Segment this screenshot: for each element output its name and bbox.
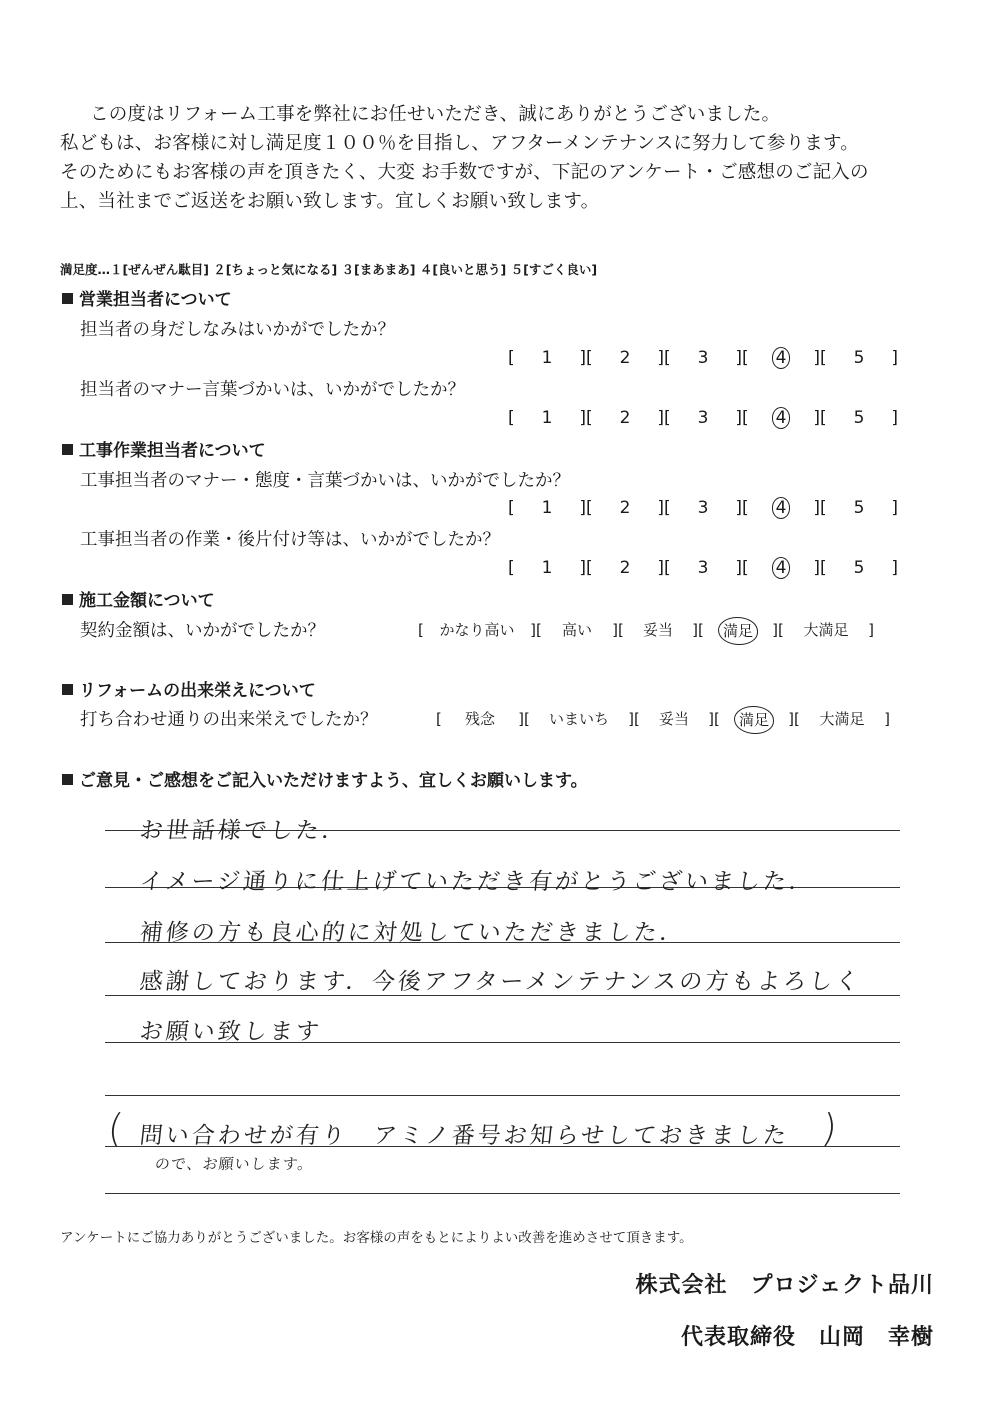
bracket-open: [ [742, 408, 749, 428]
bracket-close: ] [891, 348, 898, 368]
bracket-open: [ [794, 710, 800, 728]
scale-option[interactable] [820, 495, 898, 521]
scale-option[interactable] [436, 706, 524, 732]
bracket-open: [ [742, 558, 749, 578]
ruled-line [105, 1095, 900, 1096]
bracket-close: ] [868, 621, 874, 639]
scale-option-label: 4 [772, 497, 791, 519]
bracket-open: [ [742, 498, 749, 518]
bracket-close: ] [891, 408, 898, 428]
scale-option[interactable] [618, 617, 698, 643]
close-paren: ) [819, 1106, 843, 1150]
handwritten-comment: 感謝しております．今後アフターメンテナンスの方もよろしく [138, 969, 863, 995]
square-bullet-icon [62, 594, 73, 605]
bracket-open: [ [714, 710, 720, 728]
scale-option[interactable] [586, 405, 664, 431]
bracket-open: [ [586, 558, 593, 578]
bracket-open: [ [820, 348, 827, 368]
scale-option-label: 4 [772, 347, 791, 369]
scale-option-label: いまいち [548, 710, 609, 728]
scale-option[interactable] [664, 405, 742, 431]
bracket-open: [ [698, 621, 704, 639]
scale-option-label: 妥当 [642, 621, 673, 639]
bracket-open: [ [508, 348, 515, 368]
scale-option[interactable] [586, 555, 664, 581]
scale-option-label: 残念 [464, 710, 495, 728]
question-construction-cleanup: 工事担当者の作業・後片付け等は、いかがでしたか？ [80, 530, 500, 550]
rating-scale[interactable] [508, 345, 898, 371]
bracket-close: ] [692, 621, 698, 639]
scale-option-label: 3 [697, 408, 709, 428]
bracket-close: ] [612, 621, 618, 639]
question-sales-manners: 担当者のマナー言葉づかいは、いかがでしたか？ [80, 380, 465, 400]
bracket-open: [ [508, 558, 515, 578]
rating-scale[interactable] [508, 495, 898, 521]
bracket-open: [ [664, 348, 671, 368]
scale-option-label: 5 [853, 498, 865, 518]
question-construction-manners: 工事担当者のマナー・態度・言葉づかいは、いかがでしたか？ [80, 471, 570, 491]
scale-option[interactable] [508, 405, 586, 431]
word-scale[interactable] [418, 617, 874, 643]
scale-option-label: 高い [561, 621, 592, 639]
scale-option[interactable] [586, 495, 664, 521]
square-bullet-icon [62, 774, 73, 785]
scale-option[interactable] [508, 555, 586, 581]
scale-option-label: 4 [772, 557, 791, 579]
intro-line: 私どもは、お客様に対し満足度１００％を目指し、アフターメンテナンスに努力して参ります。 [60, 133, 859, 154]
rating-scale[interactable] [508, 405, 898, 431]
square-bullet-icon [62, 293, 73, 304]
bracket-close: ] [735, 408, 742, 428]
rating-scale[interactable] [508, 555, 898, 581]
company-name: 株式会社 プロジェクト品川 [635, 1273, 934, 1298]
scale-option[interactable] [664, 345, 742, 371]
scale-option[interactable] [778, 617, 874, 643]
scale-option-selected[interactable] [714, 706, 794, 732]
bracket-close: ] [884, 710, 890, 728]
bracket-open: [ [820, 558, 827, 578]
bracket-close: ] [628, 710, 634, 728]
scale-option-label: 1 [541, 348, 553, 368]
bracket-open: [ [618, 621, 624, 639]
scale-option-label: 2 [619, 558, 631, 578]
scale-option[interactable] [524, 706, 634, 732]
bracket-close: ] [579, 498, 586, 518]
scale-option-selected[interactable] [698, 617, 778, 643]
bracket-open: [ [664, 558, 671, 578]
scale-option-selected[interactable] [742, 345, 820, 371]
intro-paragraph [60, 100, 869, 216]
scale-option-label: 3 [697, 498, 709, 518]
scale-option-label: 3 [697, 348, 709, 368]
bracket-open: [ [586, 348, 593, 368]
scale-option-label: 5 [853, 348, 865, 368]
bracket-close: ] [772, 621, 778, 639]
scale-option[interactable] [418, 617, 536, 643]
scale-option-selected[interactable] [742, 555, 820, 581]
section-sales-title: 営業担当者について [62, 285, 232, 310]
scale-option-label: 5 [853, 558, 865, 578]
bracket-open: [ [418, 621, 424, 639]
scale-option-label: 1 [541, 498, 553, 518]
scale-option-label: 2 [619, 498, 631, 518]
bracket-open: [ [664, 498, 671, 518]
scale-option-label: 大満足 [803, 621, 849, 639]
company-representative: 代表取締役 山岡 幸樹 [680, 1325, 934, 1350]
handwritten-comment: お願い致します [138, 1019, 324, 1045]
bracket-close: ] [891, 558, 898, 578]
bracket-close: ] [657, 348, 664, 368]
scale-option[interactable] [820, 345, 898, 371]
bracket-open: [ [436, 710, 442, 728]
bracket-open: [ [778, 621, 784, 639]
bracket-close: ] [518, 710, 524, 728]
scale-option[interactable] [664, 555, 742, 581]
question-price: 契約金額は、いかがでしたか？ [80, 621, 325, 641]
question-sales-appearance: 担当者の身だしなみはいかがでしたか？ [80, 320, 395, 340]
scale-option-label: 2 [619, 348, 631, 368]
bracket-open: [ [742, 348, 749, 368]
bracket-open: [ [664, 408, 671, 428]
scale-option[interactable] [586, 345, 664, 371]
bracket-close: ] [735, 498, 742, 518]
section-construction-title: 工事作業担当者について [62, 436, 266, 461]
bracket-close: ] [788, 710, 794, 728]
section-comments-title: ご意見・ご感想をご記入いただけますよう、宜しくお願いします。 [62, 766, 588, 791]
scale-option-selected[interactable] [742, 405, 820, 431]
bracket-open: [ [508, 498, 515, 518]
bracket-close: ] [657, 408, 664, 428]
handwritten-comment: イメージ通りに仕上げていただき有がとうございました． [138, 869, 817, 895]
open-paren: ( [105, 1106, 129, 1150]
intro-line: この度はリフォーム工事を弊社にお任せいただき、誠にありがとうございました。 [90, 104, 781, 125]
bracket-open: [ [820, 498, 827, 518]
scale-option-label: 4 [772, 407, 791, 429]
handwritten-comment: 補修の方も良心的に対処していただきました． [138, 920, 688, 946]
bracket-close: ] [579, 408, 586, 428]
scale-option[interactable] [508, 495, 586, 521]
scale-option[interactable] [634, 706, 714, 732]
bracket-close: ] [657, 498, 664, 518]
square-bullet-icon [62, 684, 73, 695]
scale-option-label: 2 [619, 408, 631, 428]
scale-option-label: 3 [697, 558, 709, 578]
bracket-open: [ [634, 710, 640, 728]
scale-option-label: 妥当 [658, 710, 689, 728]
scale-option[interactable] [794, 706, 890, 732]
bracket-close: ] [813, 558, 820, 578]
bracket-open: [ [586, 408, 593, 428]
bracket-close: ] [813, 348, 820, 368]
scale-option-label: 満足 [734, 706, 774, 734]
bracket-close: ] [579, 558, 586, 578]
section-price-title: 施工金額について [62, 586, 215, 611]
bracket-close: ] [891, 498, 898, 518]
scale-option-label: 満足 [718, 617, 758, 645]
scale-option-label: 大満足 [819, 710, 865, 728]
bracket-open: [ [820, 408, 827, 428]
bracket-close: ] [735, 558, 742, 578]
square-bullet-icon [62, 444, 73, 455]
handwritten-note-sub: ので、お願いします。 [154, 1155, 315, 1173]
scale-option-selected[interactable] [742, 495, 820, 521]
bracket-close: ] [657, 558, 664, 578]
thanks-message: アンケートにご協力ありがとうございました。お客様の声をもとによりよい改善を進めさせて頂きます。 [60, 1230, 693, 1246]
satisfaction-legend: 満足度…１[ぜんぜん駄目] ２[ちょっと気になる] ３[まあまあ] ４[良いと思う] ５[すごく良い] [60, 262, 598, 277]
bracket-open: [ [508, 408, 515, 428]
bracket-open: [ [524, 710, 530, 728]
bracket-close: ] [813, 408, 820, 428]
word-scale[interactable] [436, 706, 890, 732]
intro-line: 上、当社までご返送をお願い致します。宜しくお願い致します。 [60, 191, 600, 212]
section-result-title: リフォームの出来栄えについて [62, 676, 316, 701]
ruled-line [105, 1193, 900, 1194]
scale-option[interactable] [820, 405, 898, 431]
scale-option-label: 1 [541, 558, 553, 578]
bracket-close: ] [708, 710, 714, 728]
scale-option-label: かなり高い [439, 621, 515, 639]
bracket-close: ] [579, 348, 586, 368]
bracket-open: [ [586, 498, 593, 518]
handwritten-note: 問い合わせが有り アミノ番号お知らせしておきました [138, 1123, 791, 1149]
scale-option-label: 5 [853, 408, 865, 428]
scale-option[interactable] [664, 495, 742, 521]
bracket-close: ] [735, 348, 742, 368]
scale-option-label: 1 [541, 408, 553, 428]
handwritten-comment: お世話様でした． [138, 818, 350, 844]
scale-option[interactable] [820, 555, 898, 581]
scale-option[interactable] [536, 617, 618, 643]
bracket-open: [ [536, 621, 542, 639]
bracket-close: ] [813, 498, 820, 518]
scale-option[interactable] [508, 345, 586, 371]
bracket-close: ] [530, 621, 536, 639]
question-result: 打ち合わせ通りの出来栄えでしたか？ [80, 710, 378, 730]
intro-line: そのためにもお客様の声を頂きたく、大変 お手数ですが、下記のアンケート・ご感想のご記入の [60, 162, 869, 183]
